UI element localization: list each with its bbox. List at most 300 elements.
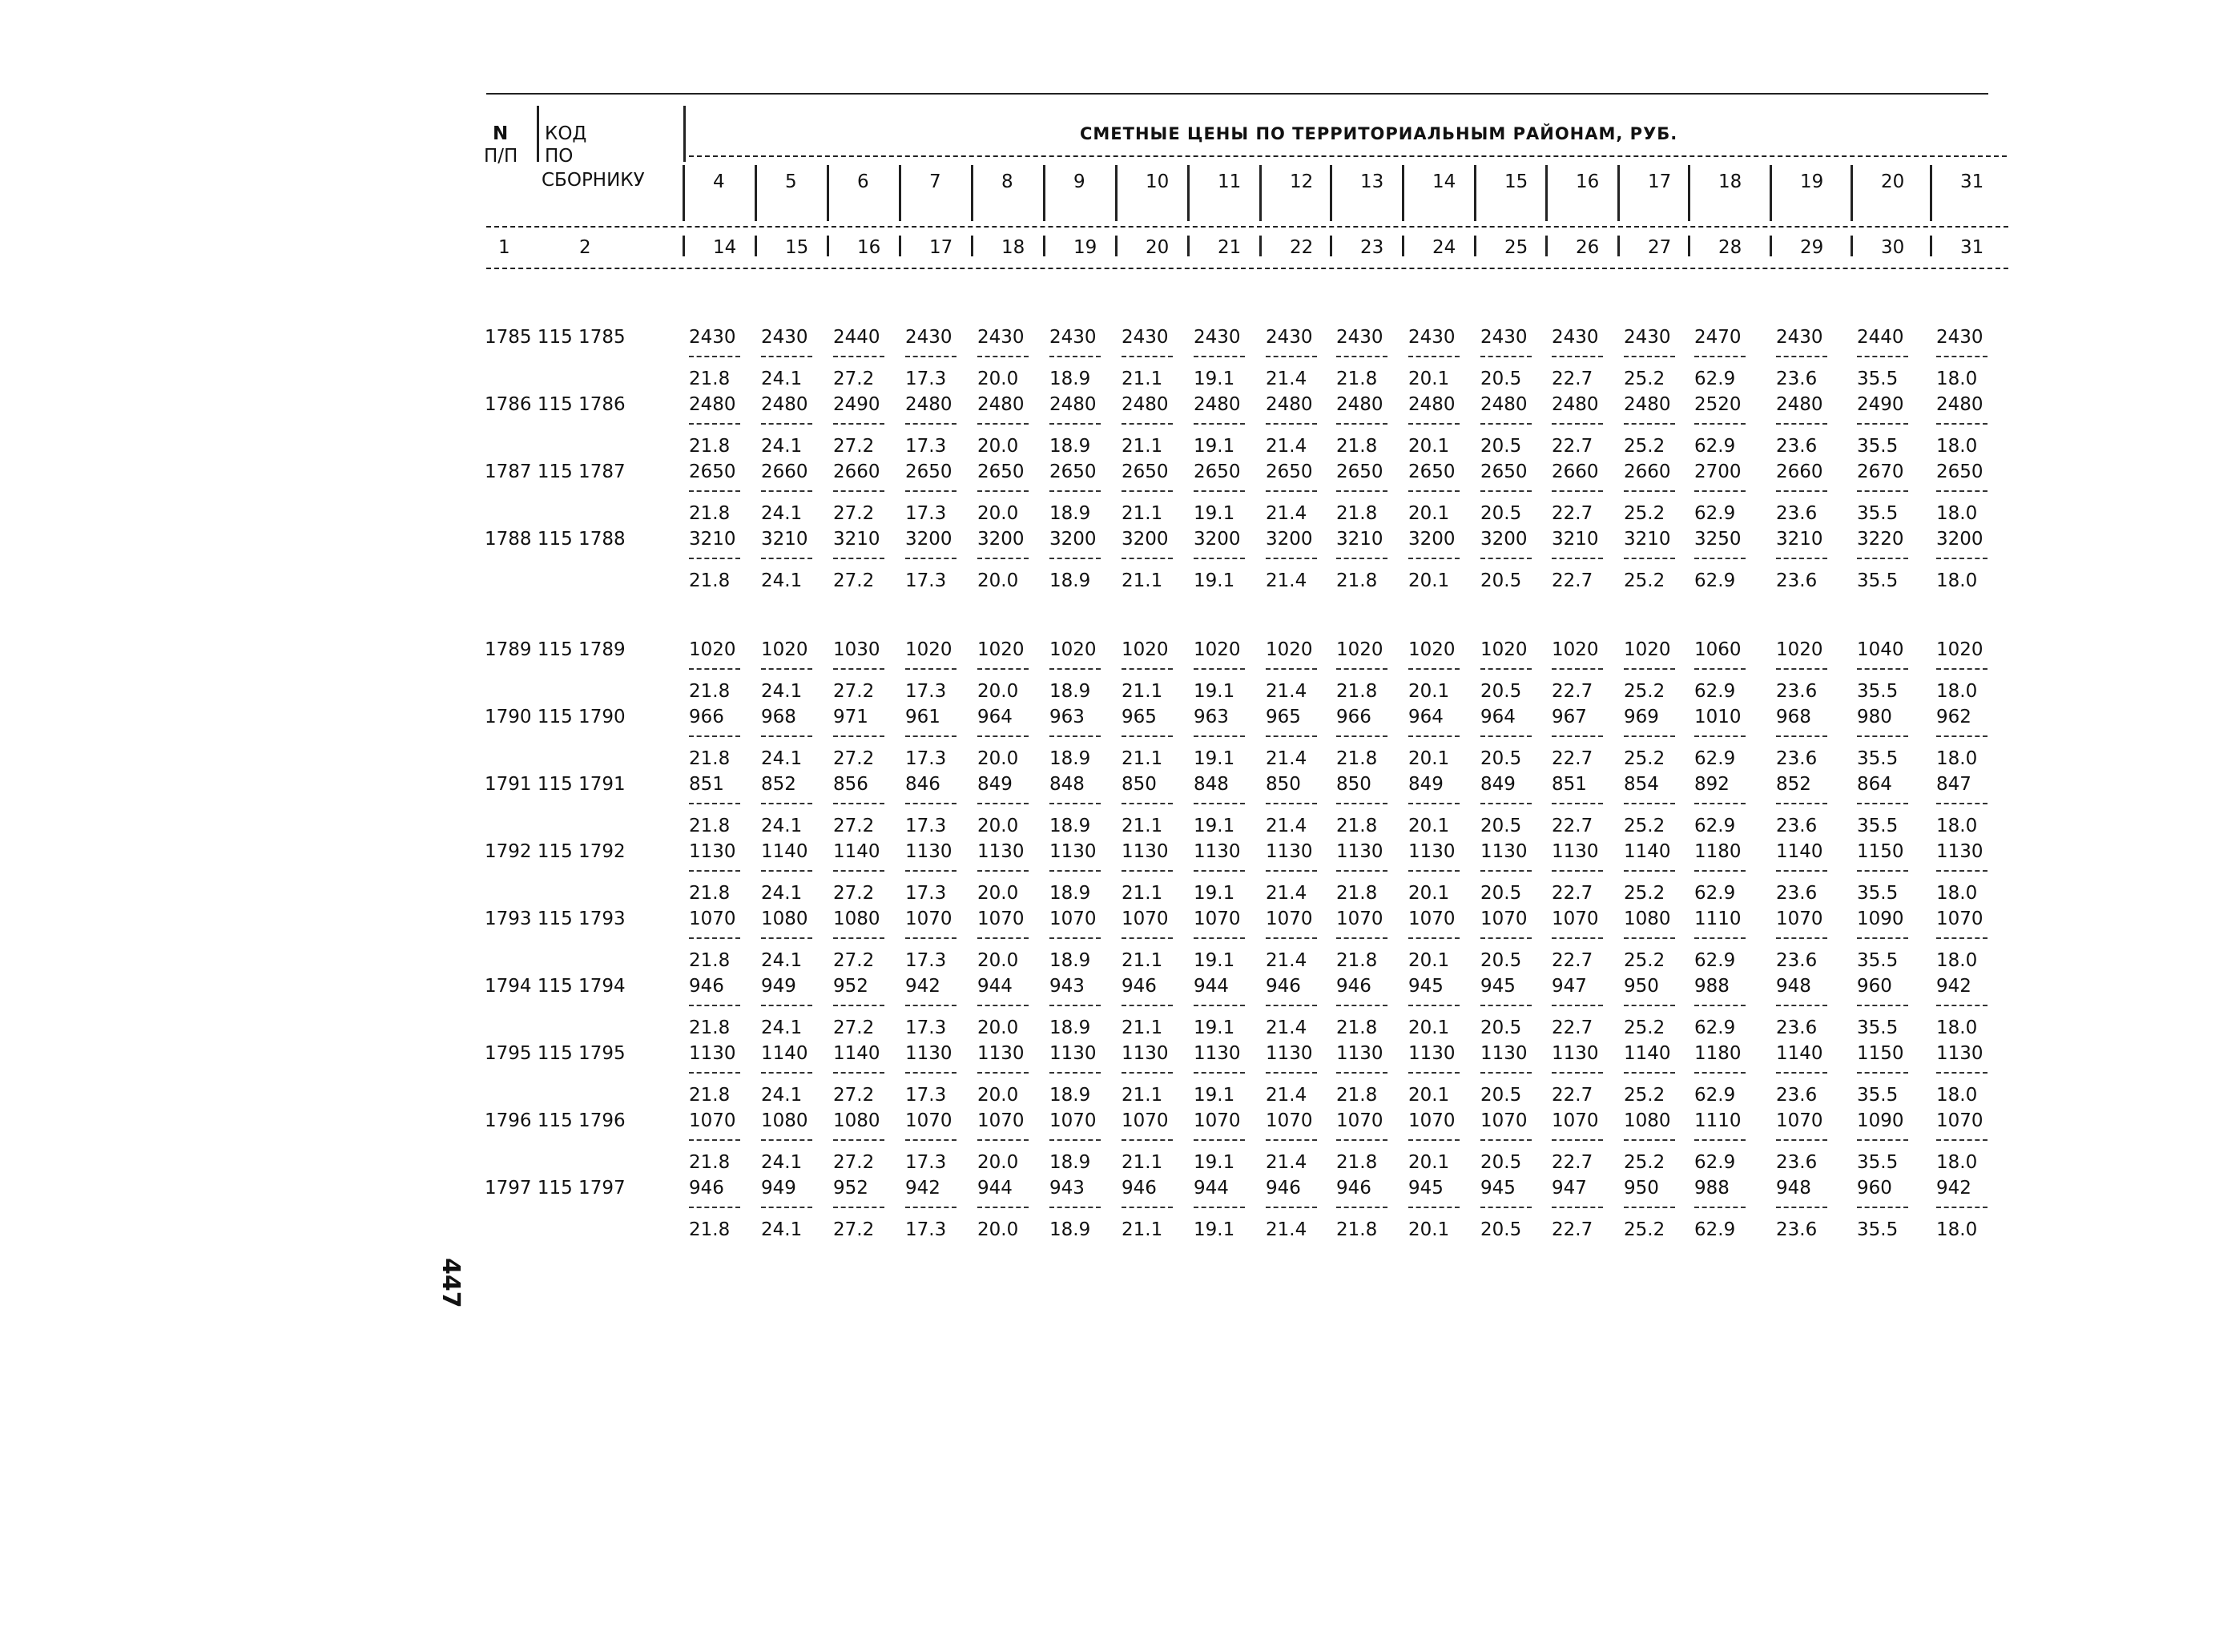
coefficient-cell: 23.6	[1776, 503, 1818, 524]
price-cell: 1070	[1336, 909, 1383, 929]
fraction-line	[1936, 937, 1987, 939]
coefficient-cell: 21.8	[1336, 436, 1378, 457]
fraction-line	[1776, 1207, 1827, 1208]
coefficient-cell: 21.8	[689, 503, 731, 524]
coefficient-cell: 21.8	[1336, 1219, 1378, 1240]
coefficient-cell: 20.0	[977, 436, 1019, 457]
coefficient-cell: 20.1	[1408, 1152, 1450, 1173]
fraction-line	[1776, 1139, 1827, 1141]
price-cell: 1070	[905, 1110, 952, 1131]
coefficient-cell: 20.0	[977, 748, 1019, 769]
column-separator	[971, 236, 973, 256]
price-cell: 1130	[1122, 841, 1169, 862]
fraction-line	[1336, 356, 1387, 357]
fraction-line	[1776, 558, 1827, 559]
column-index: 23	[1360, 237, 1384, 258]
price-cell: 1070	[1480, 1110, 1528, 1131]
coefficient-cell: 20.5	[1480, 748, 1522, 769]
fraction-line	[905, 558, 956, 559]
fraction-line	[1776, 423, 1827, 425]
column-separator	[1259, 165, 1262, 221]
fraction-line	[1408, 1207, 1460, 1208]
fraction-line	[1336, 735, 1387, 737]
coefficient-cell: 24.1	[761, 1017, 803, 1038]
price-cell: 850	[1122, 774, 1157, 795]
column-index: 29	[1800, 237, 1824, 258]
coefficient-cell: 27.2	[833, 570, 875, 591]
column-index: 19	[1073, 237, 1097, 258]
column-separator	[1617, 165, 1620, 221]
coefficient-cell: 23.6	[1776, 950, 1818, 971]
price-cell: 848	[1049, 774, 1085, 795]
coefficient-cell: 62.9	[1694, 1152, 1736, 1173]
price-cell: 1130	[1194, 1043, 1241, 1064]
column-index: 26	[1576, 237, 1600, 258]
coefficient-cell: 21.8	[689, 816, 731, 836]
column-separator	[755, 165, 757, 221]
fraction-line	[833, 870, 884, 872]
coefficient-cell: 18.9	[1049, 570, 1091, 591]
coefficient-cell: 22.7	[1552, 436, 1593, 457]
coefficient-cell: 35.5	[1857, 1152, 1899, 1173]
coefficient-cell: 21.1	[1122, 748, 1163, 769]
price-cell: 1130	[1408, 841, 1456, 862]
price-cell: 1070	[1266, 909, 1313, 929]
coefficient-cell: 18.0	[1936, 570, 1978, 591]
price-cell: 1070	[1936, 909, 1983, 929]
coefficient-cell: 24.1	[761, 950, 803, 971]
fraction-line	[1624, 356, 1675, 357]
coefficient-cell: 17.3	[905, 436, 947, 457]
fraction-line	[1266, 668, 1317, 670]
fraction-line	[1336, 937, 1387, 939]
coefficient-cell: 20.0	[977, 503, 1019, 524]
price-cell: 1070	[689, 1110, 736, 1131]
region-number: 20	[1881, 171, 1905, 192]
price-cell: 950	[1624, 976, 1659, 997]
coefficient-cell: 21.1	[1122, 1152, 1163, 1173]
fraction-line	[1266, 558, 1317, 559]
coefficient-cell: 17.3	[905, 503, 947, 524]
coefficient-cell: 23.6	[1776, 1219, 1818, 1240]
coefficient-cell: 18.9	[1049, 883, 1091, 904]
fraction-line	[1776, 1005, 1827, 1006]
fraction-line	[1936, 1072, 1987, 1074]
price-cell: 1040	[1857, 639, 1904, 660]
price-cell: 1020	[1266, 639, 1313, 660]
coefficient-cell: 35.5	[1857, 1085, 1899, 1106]
coefficient-cell: 27.2	[833, 1219, 875, 1240]
coefficient-cell: 18.9	[1049, 369, 1091, 389]
fraction-line	[761, 356, 812, 357]
coefficient-cell: 27.2	[833, 816, 875, 836]
price-cell: 1140	[833, 1043, 880, 1064]
price-cell: 1070	[1122, 909, 1169, 929]
price-cell: 1110	[1694, 1110, 1742, 1131]
coefficient-cell: 21.4	[1266, 816, 1307, 836]
price-cell: 846	[905, 774, 940, 795]
fraction-line	[1336, 558, 1387, 559]
coefficient-cell: 22.7	[1552, 1017, 1593, 1038]
coefficient-cell: 21.8	[1336, 570, 1378, 591]
coefficient-cell: 20.0	[977, 369, 1019, 389]
coefficient-cell: 21.8	[689, 436, 731, 457]
fraction-line	[1480, 803, 1532, 804]
fraction-line	[1122, 735, 1173, 737]
fraction-line	[1408, 1139, 1460, 1141]
coefficient-cell: 19.1	[1194, 570, 1235, 591]
coefficient-cell: 20.5	[1480, 1152, 1522, 1173]
column-separator	[1330, 236, 1332, 256]
price-cell: 2650	[1336, 461, 1383, 482]
coefficient-cell: 18.9	[1049, 1085, 1091, 1106]
coefficient-cell: 17.3	[905, 681, 947, 702]
price-cell: 1080	[833, 1110, 880, 1131]
price-cell: 2430	[1049, 327, 1097, 348]
price-cell: 2650	[1049, 461, 1097, 482]
coefficient-cell: 35.5	[1857, 369, 1899, 389]
coefficient-cell: 25.2	[1624, 950, 1665, 971]
coefficient-cell: 17.3	[905, 570, 947, 591]
fraction-line	[1624, 937, 1675, 939]
price-cell: 1020	[1552, 639, 1599, 660]
price-cell: 944	[977, 1178, 1013, 1199]
fraction-line	[689, 490, 740, 492]
coefficient-cell: 22.7	[1552, 816, 1593, 836]
price-cell: 2480	[977, 394, 1025, 415]
coefficient-cell: 20.5	[1480, 883, 1522, 904]
coefficient-cell: 19.1	[1194, 369, 1235, 389]
coefficient-cell: 21.1	[1122, 1219, 1163, 1240]
price-cell: 2660	[761, 461, 808, 482]
price-cell: 2480	[689, 394, 736, 415]
fraction-line	[1480, 490, 1532, 492]
fraction-line	[1480, 668, 1532, 670]
price-cell: 964	[1408, 707, 1444, 727]
fraction-line	[1266, 803, 1317, 804]
coefficient-cell: 62.9	[1694, 950, 1736, 971]
coefficient-cell: 21.8	[689, 748, 731, 769]
column-index: 14	[713, 237, 737, 258]
region-number: 19	[1800, 171, 1824, 192]
fraction-line	[1857, 1139, 1908, 1141]
fraction-line	[1194, 668, 1245, 670]
fraction-line	[1049, 558, 1101, 559]
coefficient-cell: 27.2	[833, 503, 875, 524]
fraction-line	[689, 668, 740, 670]
coefficient-cell: 20.0	[977, 1017, 1019, 1038]
coefficient-cell: 21.8	[1336, 1152, 1378, 1173]
price-cell: 1140	[1624, 841, 1671, 862]
fraction-line	[1480, 423, 1532, 425]
price-cell: 952	[833, 976, 868, 997]
price-cell: 850	[1336, 774, 1371, 795]
column-index: 15	[785, 237, 809, 258]
fraction-line	[905, 490, 956, 492]
coefficient-cell: 24.1	[761, 1085, 803, 1106]
price-cell: 1130	[1194, 841, 1241, 862]
fraction-line	[761, 490, 812, 492]
coefficient-cell: 27.2	[833, 369, 875, 389]
region-number: 14	[1432, 171, 1456, 192]
price-cell: 966	[1336, 707, 1371, 727]
coefficient-cell: 25.2	[1624, 1085, 1665, 1106]
coefficient-cell: 21.8	[689, 883, 731, 904]
header-subrule	[689, 155, 2007, 157]
fraction-line	[1049, 1072, 1101, 1074]
price-cell: 1140	[761, 1043, 808, 1064]
price-cell: 942	[905, 1178, 940, 1199]
fraction-line	[1552, 735, 1603, 737]
price-cell: 964	[1480, 707, 1516, 727]
column-separator	[1187, 165, 1190, 221]
fraction-line	[1408, 870, 1460, 872]
price-cell: 1020	[905, 639, 952, 660]
fraction-line	[977, 1005, 1029, 1006]
coefficient-cell: 20.5	[1480, 1085, 1522, 1106]
fraction-line	[905, 423, 956, 425]
price-cell: 945	[1480, 976, 1516, 997]
price-cell: 2430	[689, 327, 736, 348]
fraction-line	[833, 490, 884, 492]
coefficient-cell: 35.5	[1857, 950, 1899, 971]
price-cell: 1130	[1122, 1043, 1169, 1064]
coefficient-cell: 21.1	[1122, 816, 1163, 836]
row-code-label: 1797 115 1797	[485, 1178, 626, 1199]
header-po-label: ПО	[545, 146, 574, 167]
coefficient-cell: 20.1	[1408, 950, 1450, 971]
price-cell: 3250	[1694, 529, 1742, 550]
coefficient-cell: 22.7	[1552, 503, 1593, 524]
coefficient-cell: 21.8	[1336, 1017, 1378, 1038]
price-cell: 971	[833, 707, 868, 727]
price-cell: 1140	[833, 841, 880, 862]
price-cell: 2480	[1408, 394, 1456, 415]
fraction-line	[689, 423, 740, 425]
fraction-line	[977, 1139, 1029, 1141]
fraction-line	[1480, 1072, 1532, 1074]
price-cell: 1020	[1336, 639, 1383, 660]
header-bottom-rule	[486, 268, 2008, 269]
fraction-line	[1194, 356, 1245, 357]
fraction-line	[905, 735, 956, 737]
coefficient-cell: 25.2	[1624, 369, 1665, 389]
price-cell: 1130	[1266, 1043, 1313, 1064]
coefficient-cell: 62.9	[1694, 503, 1736, 524]
fraction-line	[761, 668, 812, 670]
price-cell: 3200	[1266, 529, 1313, 550]
price-cell: 1070	[1266, 1110, 1313, 1131]
price-cell: 848	[1194, 774, 1229, 795]
price-cell: 1180	[1694, 841, 1742, 862]
fraction-line	[1857, 803, 1908, 804]
price-cell: 1030	[833, 639, 880, 660]
fraction-line	[1857, 735, 1908, 737]
coefficient-cell: 20.0	[977, 883, 1019, 904]
fraction-line	[689, 870, 740, 872]
coefficient-cell: 20.5	[1480, 369, 1522, 389]
column-separator	[1474, 165, 1476, 221]
fraction-line	[1936, 1207, 1987, 1208]
price-cell: 1070	[1336, 1110, 1383, 1131]
header-separator	[537, 106, 539, 162]
region-number: 13	[1360, 171, 1384, 192]
price-cell: 1130	[1480, 841, 1528, 862]
coefficient-cell: 18.0	[1936, 883, 1978, 904]
coefficient-cell: 21.8	[1336, 883, 1378, 904]
coefficient-cell: 21.1	[1122, 1017, 1163, 1038]
coefficient-cell: 21.8	[689, 681, 731, 702]
price-cell: 947	[1552, 1178, 1587, 1199]
price-cell: 2650	[1122, 461, 1169, 482]
coefficient-cell: 27.2	[833, 748, 875, 769]
coefficient-cell: 18.0	[1936, 816, 1978, 836]
page-number: 447	[437, 1258, 465, 1308]
coefficient-cell: 22.7	[1552, 883, 1593, 904]
fraction-line	[1194, 937, 1245, 939]
region-number: 18	[1718, 171, 1742, 192]
column-index: 31	[1960, 237, 1984, 258]
price-cell: 960	[1857, 1178, 1892, 1199]
fraction-line	[1776, 490, 1827, 492]
price-cell: 1070	[1408, 1110, 1456, 1131]
coefficient-cell: 27.2	[833, 1085, 875, 1106]
coefficient-cell: 22.7	[1552, 950, 1593, 971]
coefficient-cell: 21.4	[1266, 1085, 1307, 1106]
coefficient-cell: 23.6	[1776, 1085, 1818, 1106]
coefficient-cell: 21.8	[689, 1017, 731, 1038]
fraction-line	[761, 423, 812, 425]
coefficient-cell: 21.1	[1122, 681, 1163, 702]
coefficient-cell: 21.4	[1266, 748, 1307, 769]
row-code-label: 1791 115 1791	[485, 774, 626, 795]
fraction-line	[1049, 803, 1101, 804]
fraction-line	[689, 1139, 740, 1141]
price-cell: 1060	[1694, 639, 1742, 660]
fraction-line	[1857, 1207, 1908, 1208]
column-separator	[1688, 165, 1690, 221]
fraction-line	[761, 1139, 812, 1141]
column-separator	[827, 165, 829, 221]
coefficient-cell: 27.2	[833, 1017, 875, 1038]
price-cell: 1140	[1776, 841, 1823, 862]
fraction-line	[1480, 870, 1532, 872]
fraction-line	[1122, 1139, 1173, 1141]
coefficient-cell: 22.7	[1552, 570, 1593, 591]
price-cell: 2650	[1480, 461, 1528, 482]
fraction-line	[833, 1072, 884, 1074]
fraction-line	[1194, 1207, 1245, 1208]
column-separator	[1930, 165, 1932, 221]
fraction-line	[1049, 937, 1101, 939]
price-cell: 1010	[1694, 707, 1742, 727]
coefficient-cell: 19.1	[1194, 883, 1235, 904]
fraction-line	[1694, 668, 1746, 670]
price-cell: 1070	[1122, 1110, 1169, 1131]
price-cell: 1020	[1408, 639, 1456, 660]
fraction-line	[1266, 423, 1317, 425]
column-separator	[1259, 236, 1262, 256]
coefficient-cell: 21.8	[689, 950, 731, 971]
price-cell: 2520	[1694, 394, 1742, 415]
fraction-line	[1336, 870, 1387, 872]
coefficient-cell: 19.1	[1194, 1152, 1235, 1173]
coefficient-cell: 19.1	[1194, 950, 1235, 971]
price-cell: 2430	[1624, 327, 1671, 348]
price-cell: 1110	[1694, 909, 1742, 929]
coefficient-cell: 62.9	[1694, 1219, 1736, 1240]
coefficient-cell: 21.4	[1266, 369, 1307, 389]
column-separator	[1043, 236, 1045, 256]
fraction-line	[1408, 490, 1460, 492]
price-cell: 945	[1408, 976, 1444, 997]
price-cell: 942	[905, 976, 940, 997]
region-number: 6	[857, 171, 869, 192]
price-cell: 1090	[1857, 909, 1904, 929]
coefficient-cell: 21.8	[1336, 369, 1378, 389]
coefficient-cell: 23.6	[1776, 681, 1818, 702]
coefficient-cell: 20.1	[1408, 883, 1450, 904]
price-cell: 3200	[1194, 529, 1241, 550]
fraction-line	[905, 937, 956, 939]
coefficient-cell: 21.4	[1266, 681, 1307, 702]
price-cell: 2490	[833, 394, 880, 415]
index-col-2: 2	[579, 237, 591, 258]
price-cell: 852	[761, 774, 796, 795]
fraction-line	[1776, 870, 1827, 872]
price-cell: 2430	[1266, 327, 1313, 348]
coefficient-cell: 17.3	[905, 1152, 947, 1173]
fraction-line	[905, 1139, 956, 1141]
coefficient-cell: 18.9	[1049, 503, 1091, 524]
coefficient-cell: 18.9	[1049, 950, 1091, 971]
coefficient-cell: 17.3	[905, 1085, 947, 1106]
price-cell: 1140	[761, 841, 808, 862]
price-cell: 1130	[905, 841, 952, 862]
fraction-line	[1122, 870, 1173, 872]
price-cell: 1130	[1049, 841, 1097, 862]
price-cell: 2480	[1336, 394, 1383, 415]
price-cell: 1130	[1936, 1043, 1983, 1064]
column-index: 18	[1001, 237, 1025, 258]
fraction-line	[689, 356, 740, 357]
fraction-line	[977, 558, 1029, 559]
coefficient-cell: 24.1	[761, 369, 803, 389]
price-cell: 1130	[1336, 1043, 1383, 1064]
fraction-line	[1049, 490, 1101, 492]
page-title: СМЕТНЫЕ ЦЕНЫ ПО ТЕРРИТОРИАЛЬНЫМ РАЙОНАМ, РУБ.	[1080, 124, 1678, 143]
coefficient-cell: 23.6	[1776, 1017, 1818, 1038]
fraction-line	[1122, 1005, 1173, 1006]
coefficient-cell: 20.1	[1408, 816, 1450, 836]
coefficient-cell: 21.1	[1122, 570, 1163, 591]
fraction-line	[1552, 1139, 1603, 1141]
coefficient-cell: 25.2	[1624, 570, 1665, 591]
coefficient-cell: 25.2	[1624, 883, 1665, 904]
price-cell: 2470	[1694, 327, 1742, 348]
fraction-line	[1857, 1072, 1908, 1074]
fraction-line	[1122, 490, 1173, 492]
price-cell: 3210	[761, 529, 808, 550]
price-cell: 961	[905, 707, 940, 727]
coefficient-cell: 62.9	[1694, 816, 1736, 836]
fraction-line	[1122, 1072, 1173, 1074]
price-cell: 942	[1936, 976, 1971, 997]
region-number: 16	[1576, 171, 1600, 192]
coefficient-cell: 35.5	[1857, 883, 1899, 904]
fraction-line	[833, 937, 884, 939]
price-cell: 2650	[1266, 461, 1313, 482]
